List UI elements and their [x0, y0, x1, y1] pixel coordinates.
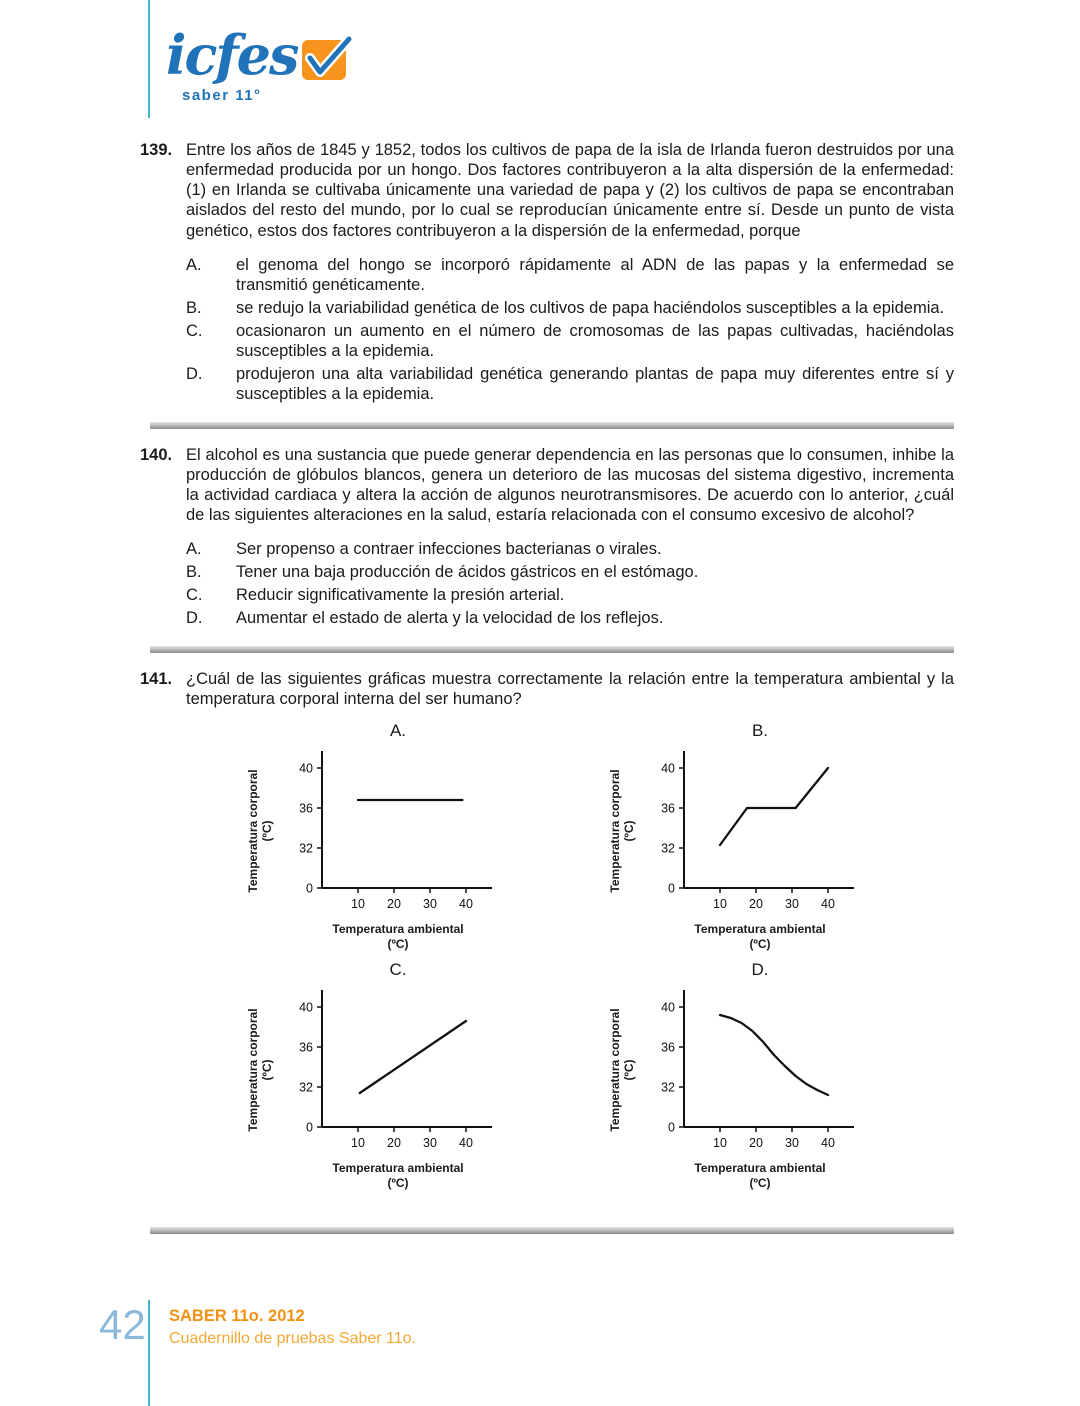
question-141-stem: ¿Cuál de las siguientes gráficas muestra correctamente la relación entre la temperatura ambiental y la temperatura corporal interna del ser humano?: [186, 669, 954, 708]
option-139-b: [186, 298, 954, 318]
option-text: Ser propenso a contraer infecciones bacterianas o virales.: [236, 540, 662, 558]
option-letter: D.: [186, 609, 203, 628]
option-140-a: [186, 539, 954, 559]
chart-svg-A: [280, 747, 508, 915]
option-text: el genoma del hongo se incorporó rápidamente al ADN de las papas y la enfermedad se transmitió genéticamente.: [236, 255, 954, 294]
option-140-b: [186, 562, 954, 582]
svg-text:20: 20: [387, 896, 401, 911]
icfes-logo-subtitle: saber 11°: [182, 87, 262, 104]
svg-text:32: 32: [661, 1080, 675, 1095]
svg-text:10: 10: [351, 1135, 365, 1150]
question-141: [140, 669, 954, 1191]
chart-d-plot: [642, 986, 870, 1159]
question-140: [140, 445, 954, 632]
chart-a-plot: [280, 747, 508, 920]
icfes-logo-text: icfes: [166, 23, 298, 87]
svg-text:36: 36: [299, 1040, 313, 1055]
chart-a-label: A.: [389, 720, 407, 740]
chart-a-xlabel: Temperatura ambiental (ºC): [332, 921, 464, 951]
chart-option-a: [246, 721, 508, 952]
option-139-d: [186, 364, 954, 404]
footer-separator: [150, 1227, 954, 1234]
chart-c-plot: [280, 986, 508, 1159]
svg-text:40: 40: [661, 761, 675, 776]
svg-text:40: 40: [661, 1000, 675, 1015]
option-text: Reducir significativamente la presión arterial.: [236, 586, 565, 605]
svg-text:30: 30: [785, 1135, 799, 1150]
svg-text:40: 40: [299, 761, 313, 776]
svg-text:40: 40: [299, 1000, 313, 1015]
svg-text:30: 30: [423, 1135, 437, 1150]
question-141-number: 141.: [140, 669, 173, 688]
chart-option-d: [608, 960, 870, 1191]
option-text: Tener una baja producción de ácidos gástricos en el estómago.: [236, 563, 699, 582]
y-axis-label: Temperatura corporal (ºC): [608, 769, 637, 893]
svg-text:30: 30: [423, 896, 437, 911]
chart-svg-D: [642, 986, 870, 1154]
y-axis-label: Temperatura corporal (ºC): [608, 1008, 637, 1132]
chart-b-plot: [642, 747, 870, 920]
chart-option-c: [246, 960, 508, 1191]
question-140-stem: El alcohol es una sustancia que puede generar dependencia en las personas que lo consumen, inhibe la producción de glóbulos blancos, genera un deterioro de las mucosas del sistema digestivo, incrementa la actividad cardiaca y altera la acción de algunos neurotransmisores. De acuerdo con lo anterior, ¿cuál de las siguientes alteraciones en la salud, estaría relacionada con el consumo excesivo de alcohol?: [186, 445, 954, 524]
question-140-number: 140.: [140, 445, 173, 464]
chart-svg-C: [280, 986, 508, 1154]
chart-d-label: D.: [751, 959, 769, 979]
svg-text:36: 36: [661, 801, 675, 816]
option-letter: B.: [186, 563, 202, 582]
svg-text:0: 0: [306, 881, 313, 896]
option-text: se redujo la variabilidad genética de los cultivos de papa haciéndolos susceptibles a la epidemia.: [236, 298, 945, 317]
chart-d-ylabel: [608, 986, 642, 1154]
question-139-stem: Entre los años de 1845 y 1852, todos los cultivos de papa de la isla de Irlanda fueron destruidos por una enfermedad producida por un hongo. Dos factores contribuyeron a la alta dispersión de la enfermedad: (1) en Irlanda se cultivaba únicamente una variedad de papa y (2) los cultivos de papa se encontraban aislados del resto del mundo, por lo cual se reproducían únicamente entre sí. Desde un punto de vista genético, estos dos factores contribuyeron a la dispersión de la enfermedad, porque: [186, 141, 954, 240]
y-axis-label: Temperatura corporal (ºC): [246, 769, 275, 893]
question-139: [140, 140, 954, 408]
option-140-c: [186, 585, 954, 605]
svg-text:0: 0: [668, 1120, 675, 1135]
y-axis-label: Temperatura corporal (ºC): [246, 1008, 275, 1132]
chart-option-b: [608, 721, 870, 952]
chart-c-ylabel: [246, 986, 280, 1154]
svg-text:36: 36: [661, 1040, 675, 1055]
question-139-number: 139.: [140, 141, 173, 159]
answer-charts-grid: [196, 721, 954, 1191]
option-letter: A.: [186, 255, 202, 274]
option-text: ocasionaron un aumento en el número de cromosomas de las papas cultivadas, haciéndolas susceptibles a la epidemia.: [236, 322, 954, 361]
svg-text:20: 20: [749, 1135, 763, 1150]
svg-text:40: 40: [459, 1135, 473, 1150]
svg-text:0: 0: [668, 881, 675, 896]
option-letter: D.: [186, 365, 203, 384]
option-letter: C.: [186, 322, 203, 340]
svg-text:20: 20: [749, 896, 763, 911]
chart-c-xlabel: Temperatura ambiental (ºC): [332, 1160, 464, 1190]
page-number: 42: [99, 1301, 146, 1348]
page-footer: [99, 1301, 416, 1348]
chart-svg-B: [642, 747, 870, 915]
option-text: Aumentar el estado de alerta y la velocidad de los reflejos.: [236, 609, 664, 628]
chart-b-label: B.: [751, 720, 769, 740]
option-139-c: [186, 321, 954, 361]
option-letter: C.: [186, 586, 203, 605]
svg-text:10: 10: [713, 896, 727, 911]
svg-text:40: 40: [821, 896, 835, 911]
icfes-logo: [0, 0, 1080, 114]
exam-content: [0, 114, 1080, 1234]
question-140-options: [186, 539, 954, 629]
svg-text:20: 20: [387, 1135, 401, 1150]
question-separator: [150, 646, 954, 653]
svg-text:10: 10: [713, 1135, 727, 1150]
svg-text:32: 32: [299, 1080, 313, 1095]
chart-b-xlabel: Temperatura ambiental (ºC): [694, 921, 826, 951]
chart-b-ylabel: [608, 747, 642, 915]
top-left-accent-line: [148, 0, 150, 118]
chart-d-xlabel: Temperatura ambiental (ºC): [694, 1160, 826, 1190]
option-letter: B.: [186, 298, 202, 317]
svg-text:30: 30: [785, 896, 799, 911]
question-139-options: [186, 255, 954, 405]
question-separator: [150, 422, 954, 429]
svg-text:32: 32: [661, 841, 675, 856]
svg-text:32: 32: [299, 841, 313, 856]
footer-subtitle: Cuadernillo de pruebas Saber 11o.: [169, 1330, 416, 1347]
svg-text:0: 0: [306, 1120, 313, 1135]
svg-text:10: 10: [351, 896, 365, 911]
option-139-a: [186, 255, 954, 295]
icfes-checkmark-icon: [301, 34, 357, 89]
chart-c-label: C.: [389, 959, 407, 979]
svg-text:40: 40: [459, 896, 473, 911]
option-140-d: [186, 608, 954, 628]
option-text: produjeron una alta variabilidad genética generando plantas de papa muy diferentes entre sí y susceptibles a la epidemia.: [236, 365, 954, 404]
footer-title: SABER 11o. 2012: [169, 1307, 305, 1325]
chart-a-ylabel: [246, 747, 280, 915]
svg-text:40: 40: [821, 1135, 835, 1150]
option-letter: A.: [186, 540, 202, 558]
svg-text:36: 36: [299, 801, 313, 816]
